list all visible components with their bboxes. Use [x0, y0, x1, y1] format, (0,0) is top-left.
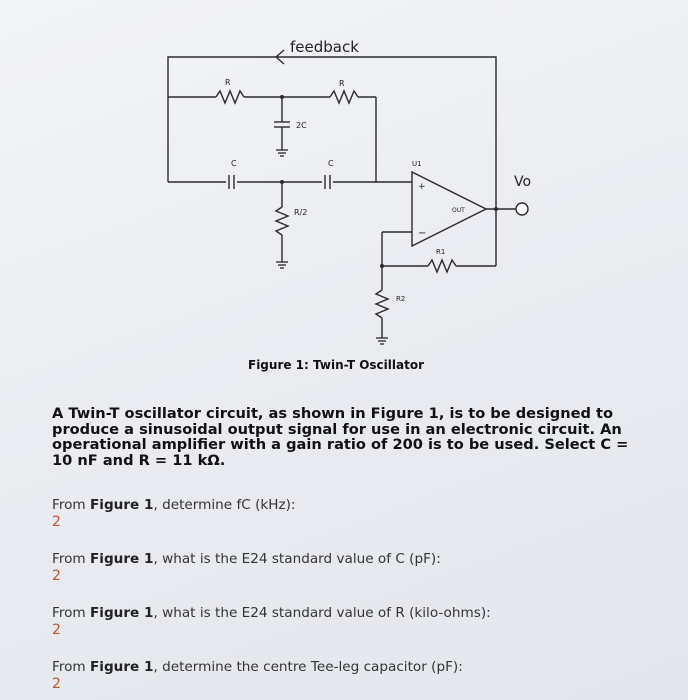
answer-value[interactable]: 2 — [52, 568, 61, 584]
question-fc — [52, 497, 295, 530]
answer-value[interactable]: 2 — [52, 622, 61, 638]
resistor-r-half — [276, 207, 288, 235]
svg-text:−: − — [418, 228, 427, 239]
question-prefix: From — [52, 659, 90, 675]
vo-label: Vo — [514, 174, 532, 190]
figure-caption: Figure 1: Twin-T Oscillator — [248, 358, 424, 372]
cap-2c-label: 2C — [296, 121, 307, 130]
r-left-label: R — [225, 78, 231, 87]
question-e24-c — [52, 551, 441, 584]
c-left-label: C — [231, 159, 237, 168]
out-label: OUT — [452, 207, 465, 214]
r-half-label: R/2 — [294, 208, 308, 217]
svg-text:+: + — [418, 182, 426, 192]
question-text: , determine the centre Tee-leg capacitor (pF): — [153, 659, 463, 675]
answer-value[interactable]: 2 — [52, 514, 61, 530]
resistor-r-mid — [330, 91, 358, 103]
question-figure-ref: Figure 1 — [90, 497, 154, 513]
answer-value[interactable]: 2 — [52, 676, 61, 692]
question-text: , determine fC (kHz): — [153, 497, 296, 513]
ground-symbol-r-half — [276, 262, 288, 268]
ground-symbol-2c — [276, 150, 288, 156]
u1-label: U1 — [412, 160, 422, 168]
question-text: , what is the E24 standard value of C (pF): — [153, 551, 441, 567]
question-prefix: From — [52, 551, 90, 567]
question-tee-leg-capacitor — [52, 659, 463, 692]
resistor-r-left — [216, 91, 244, 103]
r1-label: R1 — [436, 248, 446, 256]
question-figure-ref: Figure 1 — [90, 605, 154, 621]
problem-statement: A Twin-T oscillator circuit, as shown in Figure 1, is to be designed to produce a sinusoidal output signal for use in an electronic circuit. An operational amplifier with a gain ratio of 200 is to be used. Select C = 10 nF and R = 11 kΩ. — [52, 405, 629, 469]
r2-label: R2 — [396, 295, 406, 303]
question-e24-r — [52, 605, 491, 638]
question-prefix: From — [52, 497, 90, 513]
c-mid-label: C — [328, 159, 334, 168]
question-prefix: From — [52, 605, 90, 621]
r-mid-label: R — [339, 79, 345, 88]
resistor-r2 — [376, 290, 388, 318]
question-text: , what is the E24 standard value of R (kilo-ohms): — [153, 605, 491, 621]
question-figure-ref: Figure 1 — [90, 551, 154, 567]
ground-symbol-r2 — [376, 338, 388, 344]
question-figure-ref: Figure 1 — [90, 659, 154, 675]
feedback-label: feedback — [290, 38, 359, 56]
vo-terminal — [516, 203, 528, 215]
resistor-r1 — [428, 260, 456, 272]
